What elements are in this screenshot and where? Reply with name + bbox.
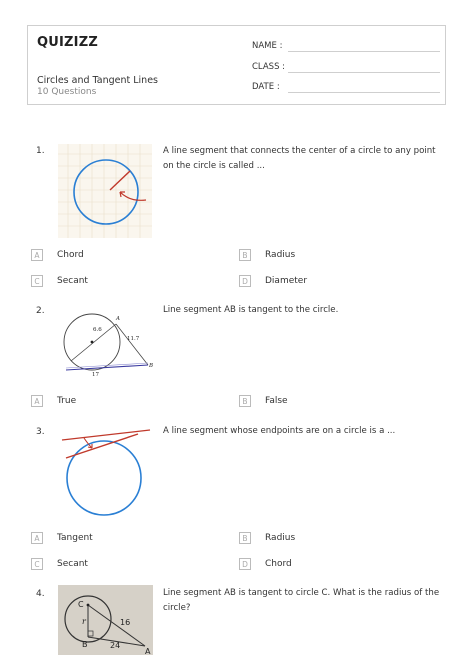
class-field[interactable]: [252, 62, 285, 72]
name-label: NAME :: [252, 41, 283, 51]
option-letter: A: [31, 249, 43, 261]
answer-option[interactable]: [31, 532, 93, 544]
option-text: Tangent: [57, 533, 93, 543]
option-text: Chord: [265, 559, 292, 569]
option-text: Chord: [57, 250, 84, 260]
answer-option[interactable]: [239, 532, 295, 544]
tangent-value-label: 11.7: [127, 336, 140, 342]
tangent-figure: [58, 304, 154, 384]
option-text: Secant: [57, 559, 88, 569]
option-letter: D: [239, 275, 251, 287]
point-b-label: B: [149, 363, 154, 369]
secant-figure: [58, 424, 152, 519]
class-line: [288, 72, 440, 73]
answer-option[interactable]: [31, 558, 88, 570]
question-number: 1.: [36, 146, 45, 156]
radius-value-label: 6.6: [93, 327, 102, 333]
question-number: 2.: [36, 306, 45, 316]
option-text: True: [57, 396, 77, 406]
answer-option[interactable]: [239, 275, 307, 287]
option-text: False: [265, 396, 288, 406]
point-b-label: B: [82, 640, 88, 649]
point-a-label: A: [116, 316, 120, 322]
date-field[interactable]: [252, 82, 280, 92]
question-3-figure: [58, 424, 152, 519]
option-text: Radius: [265, 250, 296, 260]
question-number: 4.: [36, 589, 45, 599]
worksheet-title: Circles and Tangent Lines: [37, 75, 158, 86]
answer-option[interactable]: [239, 558, 292, 570]
worksheet-header: [27, 25, 446, 105]
answer-option[interactable]: [239, 395, 288, 407]
question-2-figure: [58, 304, 154, 384]
date-label: DATE :: [252, 82, 280, 92]
quizizz-logo: QUIZIZZ: [37, 35, 98, 50]
answer-option[interactable]: [31, 395, 76, 407]
option-letter: B: [239, 395, 251, 407]
option-text: Diameter: [265, 276, 308, 286]
question-text: Line segment AB is tangent to the circle.: [163, 305, 339, 315]
date-line: [288, 92, 440, 93]
name-line: [288, 51, 440, 52]
option-letter: C: [31, 275, 43, 287]
question-text: A line segment that connects the center of a circle to any point on the circle is called ...: [163, 146, 436, 171]
name-field[interactable]: [252, 41, 282, 51]
point-a-label: A: [145, 647, 151, 655]
class-label: CLASS :: [252, 62, 286, 72]
option-letter: D: [239, 558, 251, 570]
answer-option[interactable]: [31, 249, 84, 261]
option-letter: A: [31, 532, 43, 544]
question-4-figure: [58, 585, 153, 655]
option-text: Radius: [265, 533, 296, 543]
question-text: Line segment AB is tangent to circle C. What is the radius of the circle?: [163, 588, 440, 613]
option-letter: C: [31, 558, 43, 570]
option-letter: B: [239, 249, 251, 261]
option-letter: B: [239, 532, 251, 544]
question-text: A line segment whose endpoints are on a circle is a ...: [163, 426, 396, 436]
answer-option[interactable]: [31, 275, 88, 287]
option-text: Secant: [57, 276, 88, 286]
question-number: 3.: [36, 427, 45, 437]
radius-r-label: r: [82, 617, 86, 626]
center-c-label: C: [78, 600, 84, 609]
option-letter: A: [31, 395, 43, 407]
length-24-label: 24: [110, 641, 121, 650]
length-16-label: 16: [120, 618, 131, 627]
question-1-figure: [58, 144, 152, 238]
secant-value-label: 17: [92, 372, 99, 378]
question-count: 10 Questions: [37, 87, 97, 97]
tangent-radius-figure: [58, 585, 153, 655]
answer-option[interactable]: [239, 249, 295, 261]
circle-radius-figure: [58, 144, 152, 238]
